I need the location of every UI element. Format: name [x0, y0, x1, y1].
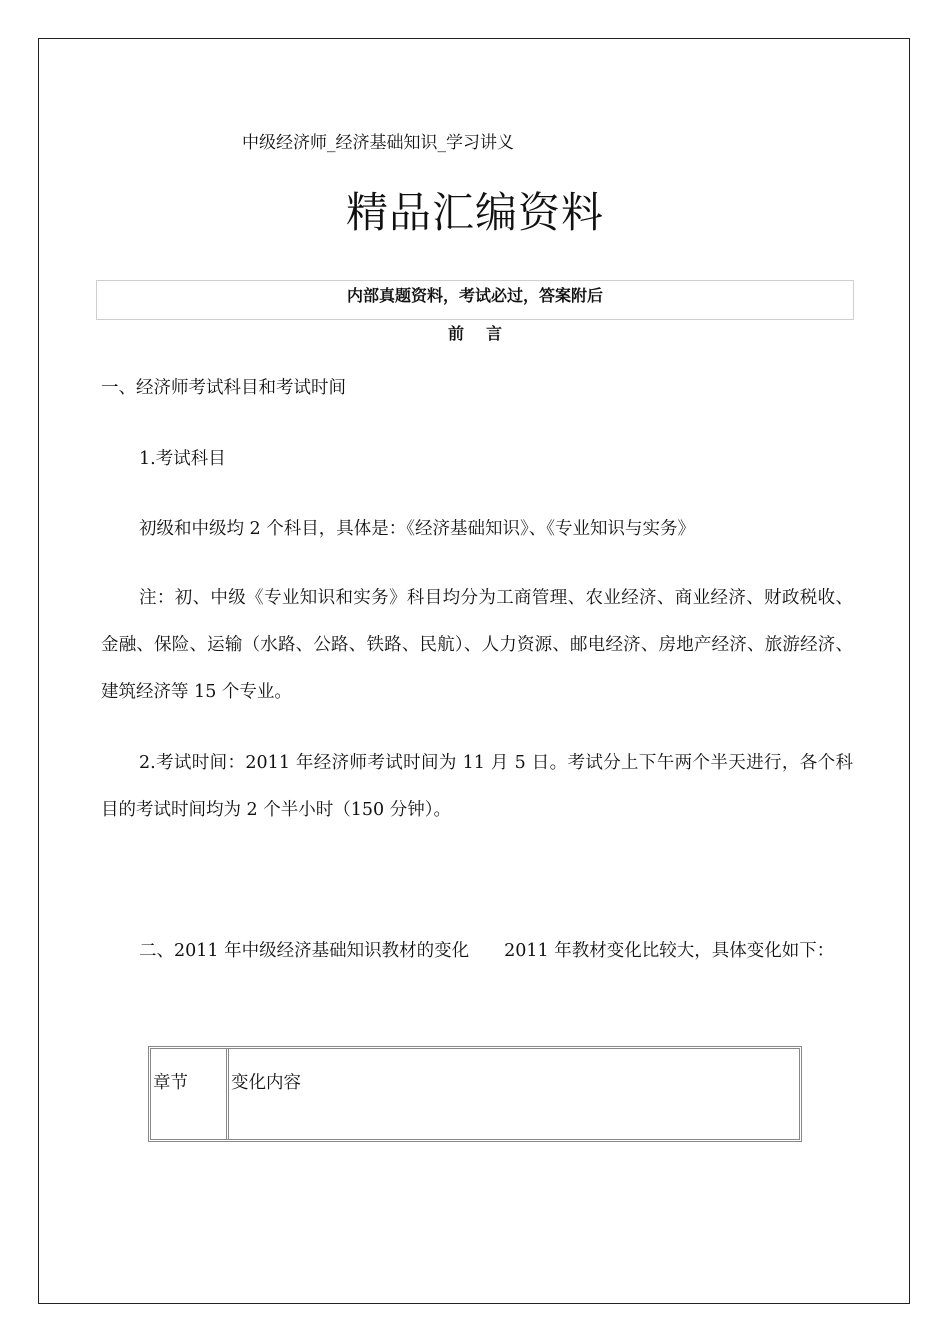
changes-table [148, 1046, 802, 1142]
item-1-text: 初级和中级均 2 个科目，具体是：《经济基础知识》、《专业知识与实务》 [139, 519, 696, 539]
item-2-paragraph: 2.考试时间：2011 年经济师考试时间为 11 月 5 日。考试分上下午两个半天进行，各个科目的考试时间均为 2 个半小时（150 分钟）。 [101, 753, 853, 820]
document-subtitle: 中级经济师_经济基础知识_学习讲义 [242, 133, 514, 153]
section-1-heading: 一、经济师考试科目和考试时间 [101, 378, 346, 398]
section-2-paragraph: 二、2011 年中级经济基础知识教材的变化 2011 年教材变化比较大，具体变化如下： [139, 941, 835, 961]
preface-heading: 前言 [447, 324, 524, 343]
table-header-changes: 变化内容 [231, 1073, 301, 1093]
note-paragraph: 注：初、中级《专业知识和实务》科目均分为工商管理、农业经济、商业经济、财政税收、金融、保险、运输（水路、公路、铁路、民航）、人力资源、邮电经济、房地产经济、旅游经济、建筑经济等 15 个专业。 [101, 588, 853, 702]
item-1-heading: 1.考试科目 [139, 449, 226, 469]
document-title: 精品汇编资料 [345, 188, 604, 237]
banner-text: 内部真题资料，考试必过，答案附后 [346, 286, 603, 305]
banner-box [96, 280, 854, 320]
table-header-chapter: 章节 [151, 1049, 229, 1139]
